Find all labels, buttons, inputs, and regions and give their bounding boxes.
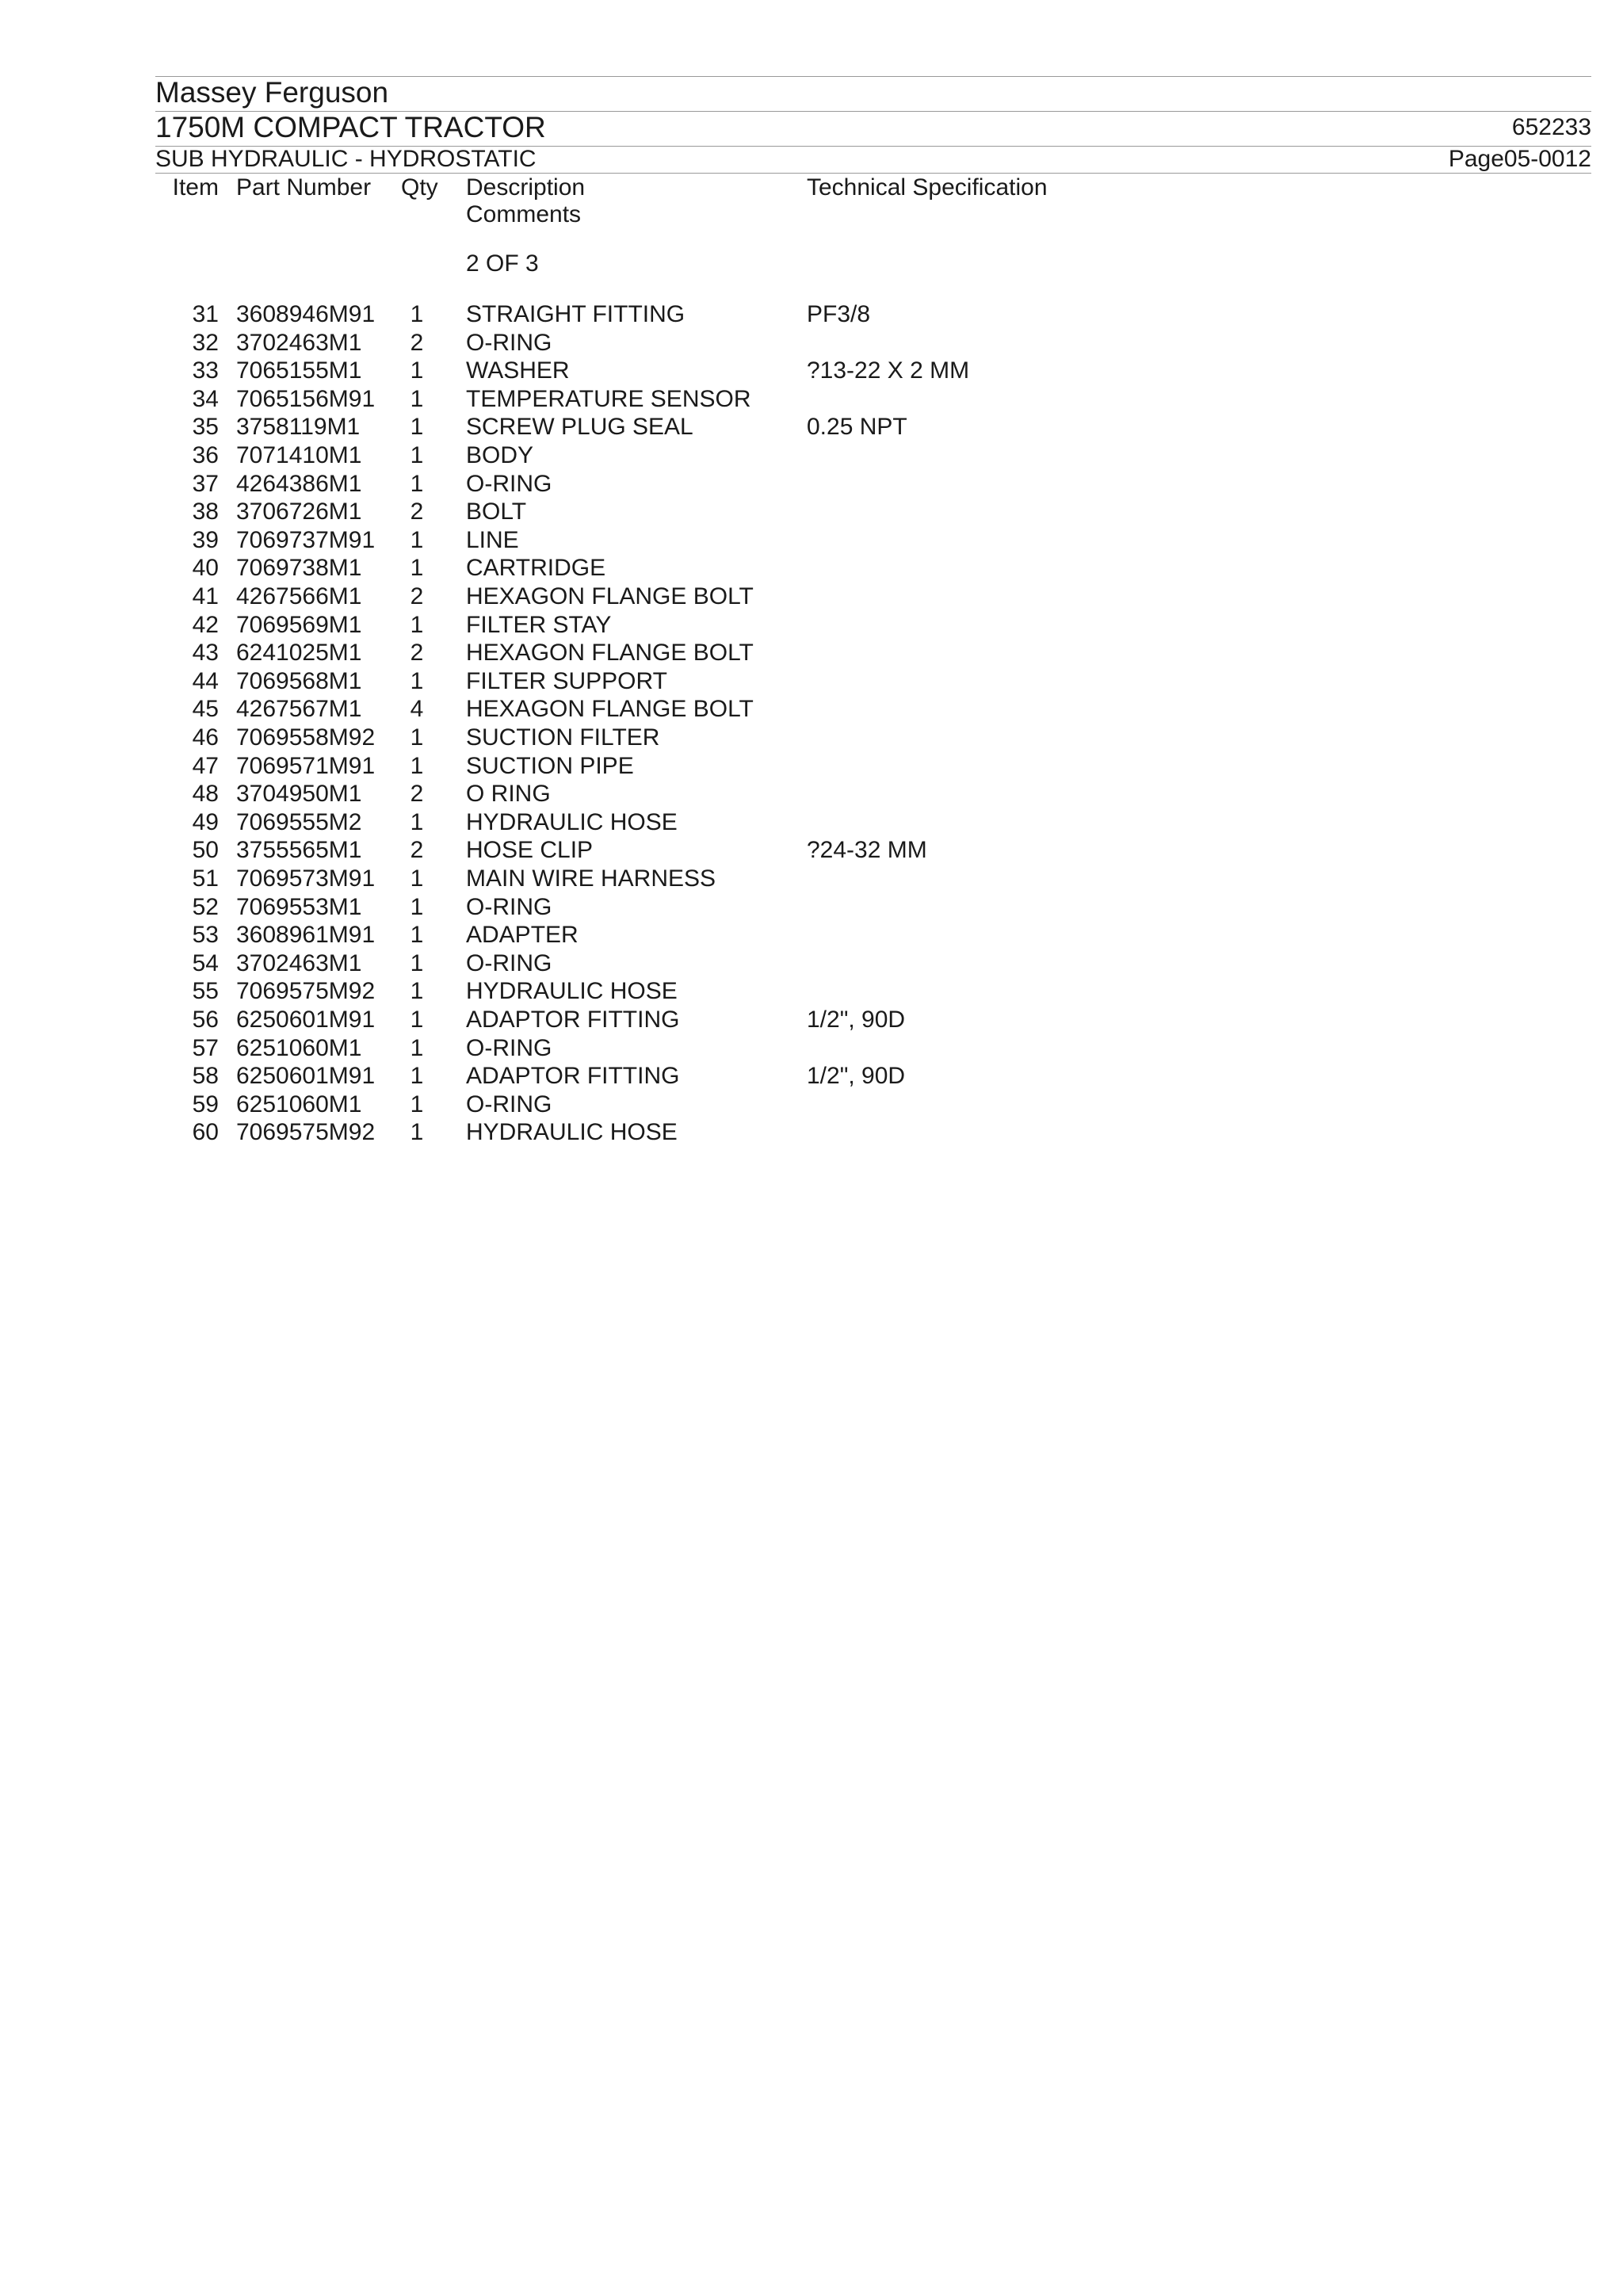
row-qty: 1 [410, 442, 424, 468]
col-header-description: Description [466, 174, 586, 201]
row-description: ADAPTOR FITTING [466, 1063, 680, 1090]
row-qty: 2 [410, 499, 424, 525]
row-tech-spec: 1/2", 90D [807, 1007, 906, 1033]
row-qty: 4 [410, 696, 424, 723]
row-item: 39 [192, 526, 219, 553]
row-description: HYDRAULIC HOSE [466, 978, 678, 1005]
row-qty: 1 [410, 414, 424, 441]
row-description: HEXAGON FLANGE BOLT [466, 583, 754, 609]
row-description: ADAPTER [466, 922, 579, 949]
col-header-tech-spec: Technical Specification [807, 174, 1048, 201]
row-description: O RING [466, 781, 551, 808]
table-row [0, 499, 1623, 527]
row-item: 49 [192, 808, 219, 835]
row-item: 31 [192, 301, 219, 327]
table-row [0, 1007, 1623, 1035]
row-qty: 2 [410, 640, 424, 667]
col-header-qty: Qty [401, 174, 438, 201]
row-qty: 1 [410, 978, 424, 1005]
row-description: BOLT [466, 499, 527, 525]
row-tech-spec: ?13-22 X 2 MM [807, 357, 970, 384]
row-part-number: 7069575M92 [236, 1119, 376, 1146]
row-item: 51 [192, 865, 219, 892]
table-row [0, 357, 1623, 386]
row-part-number: 7069568M1 [236, 667, 362, 694]
row-qty: 1 [410, 470, 424, 497]
row-item: 32 [192, 329, 219, 356]
row-description: O-RING [466, 1091, 552, 1117]
row-description: SCREW PLUG SEAL [466, 414, 693, 441]
table-row [0, 837, 1623, 865]
table-row [0, 978, 1623, 1007]
row-item: 55 [192, 978, 219, 1005]
col-header-comments: Comments [466, 201, 582, 227]
row-description: FILTER SUPPORT [466, 667, 667, 694]
col-header-item: Item [172, 174, 219, 201]
row-description: O-RING [466, 893, 552, 920]
row-tech-spec: 1/2", 90D [807, 1063, 906, 1090]
row-qty: 1 [410, 808, 424, 835]
model-name: 1750M COMPACT TRACTOR [155, 111, 546, 143]
row-part-number: 4264386M1 [236, 470, 362, 497]
row-item: 60 [192, 1119, 219, 1146]
row-description: HYDRAULIC HOSE [466, 1119, 678, 1146]
row-item: 37 [192, 470, 219, 497]
table-row [0, 894, 1623, 923]
table-row [0, 781, 1623, 809]
row-qty: 1 [410, 949, 424, 976]
row-qty: 2 [410, 583, 424, 609]
table-row [0, 330, 1623, 358]
row-qty: 1 [410, 611, 424, 638]
row-part-number: 3608946M91 [236, 301, 376, 327]
section-name: SUB HYDRAULIC - HYDROSTATIC [155, 146, 537, 172]
row-part-number: 3608961M91 [236, 922, 376, 949]
row-item: 33 [192, 357, 219, 384]
row-description: HEXAGON FLANGE BOLT [466, 640, 754, 667]
row-qty: 1 [410, 555, 424, 582]
brand-name: Massey Ferguson [155, 76, 389, 109]
row-item: 43 [192, 640, 219, 667]
row-part-number: 3702463M1 [236, 949, 362, 976]
row-item: 57 [192, 1034, 219, 1061]
row-part-number: 7071410M1 [236, 442, 362, 468]
row-item: 54 [192, 949, 219, 976]
row-item: 38 [192, 499, 219, 525]
table-row [0, 301, 1623, 330]
row-qty: 1 [410, 1007, 424, 1033]
row-description: O-RING [466, 949, 552, 976]
row-part-number: 7069575M92 [236, 978, 376, 1005]
table-row [0, 724, 1623, 753]
row-description: O-RING [466, 1034, 552, 1061]
row-item: 36 [192, 442, 219, 468]
row-item: 48 [192, 781, 219, 808]
row-part-number: 7069737M91 [236, 526, 376, 553]
row-part-number: 7065156M91 [236, 385, 376, 412]
row-description: MAIN WIRE HARNESS [466, 865, 716, 892]
row-qty: 1 [410, 752, 424, 779]
doc-number: 652233 [1511, 114, 1591, 140]
row-description: O-RING [466, 470, 552, 497]
row-qty: 1 [410, 1034, 424, 1061]
row-item: 46 [192, 724, 219, 751]
page-number: Page05-0012 [1448, 146, 1591, 172]
row-qty: 2 [410, 837, 424, 864]
table-row [0, 471, 1623, 499]
row-part-number: 3702463M1 [236, 329, 362, 356]
row-qty: 1 [410, 865, 424, 892]
table-row [0, 527, 1623, 556]
row-item: 45 [192, 696, 219, 723]
row-part-number: 7069573M91 [236, 865, 376, 892]
row-description: BODY [466, 442, 534, 468]
row-part-number: 3755565M1 [236, 837, 362, 864]
table-row [0, 442, 1623, 471]
table-row [0, 583, 1623, 612]
row-part-number: 7065155M1 [236, 357, 362, 384]
row-item: 42 [192, 611, 219, 638]
table-row [0, 668, 1623, 697]
row-qty: 2 [410, 781, 424, 808]
row-item: 52 [192, 893, 219, 920]
table-row [0, 1035, 1623, 1064]
row-description: SUCTION FILTER [466, 724, 660, 751]
row-qty: 1 [410, 922, 424, 949]
row-item: 44 [192, 667, 219, 694]
row-part-number: 7069555M2 [236, 808, 362, 835]
col-header-part-number: Part Number [236, 174, 372, 201]
row-item: 35 [192, 414, 219, 441]
row-qty: 1 [410, 724, 424, 751]
table-row [0, 696, 1623, 724]
section-rule [155, 173, 1591, 174]
row-description: WASHER [466, 357, 570, 384]
row-item: 53 [192, 922, 219, 949]
row-description: STRAIGHT FITTING [466, 301, 685, 327]
row-tech-spec: ?24-32 MM [807, 837, 927, 864]
row-part-number: 6251060M1 [236, 1091, 362, 1117]
row-description: CARTRIDGE [466, 555, 606, 582]
row-item: 58 [192, 1063, 219, 1090]
row-part-number: 6241025M1 [236, 640, 362, 667]
row-part-number: 7069569M1 [236, 611, 362, 638]
row-tech-spec: 0.25 NPT [807, 414, 907, 441]
row-item: 56 [192, 1007, 219, 1033]
table-row [0, 386, 1623, 415]
row-item: 47 [192, 752, 219, 779]
page-set-note: 2 OF 3 [466, 250, 539, 277]
row-tech-spec: PF3/8 [807, 301, 871, 327]
row-part-number: 7069558M92 [236, 724, 376, 751]
row-part-number: 3758119M1 [236, 414, 361, 441]
table-row [0, 950, 1623, 979]
row-part-number: 4267567M1 [236, 696, 362, 723]
row-part-number: 3706726M1 [236, 499, 362, 525]
row-qty: 1 [410, 301, 424, 327]
row-qty: 1 [410, 1091, 424, 1117]
table-row [0, 1091, 1623, 1120]
table-row [0, 922, 1623, 950]
table-row [0, 414, 1623, 442]
row-part-number: 3704950M1 [236, 781, 362, 808]
row-part-number: 6250601M91 [236, 1007, 376, 1033]
row-description: HOSE CLIP [466, 837, 594, 864]
table-row [0, 612, 1623, 640]
row-part-number: 6250601M91 [236, 1063, 376, 1090]
row-qty: 1 [410, 667, 424, 694]
row-description: FILTER STAY [466, 611, 612, 638]
table-row [0, 640, 1623, 668]
row-item: 59 [192, 1091, 219, 1117]
table-row [0, 1063, 1623, 1091]
row-description: HYDRAULIC HOSE [466, 808, 678, 835]
row-qty: 1 [410, 357, 424, 384]
row-part-number: 7069553M1 [236, 893, 362, 920]
row-item: 50 [192, 837, 219, 864]
row-qty: 1 [410, 526, 424, 553]
row-part-number: 7069738M1 [236, 555, 362, 582]
row-part-number: 7069571M91 [236, 752, 376, 779]
table-row [0, 809, 1623, 838]
row-part-number: 4267566M1 [236, 583, 362, 609]
row-item: 40 [192, 555, 219, 582]
row-description: ADAPTOR FITTING [466, 1007, 680, 1033]
table-row [0, 1119, 1623, 1148]
row-qty: 1 [410, 1063, 424, 1090]
row-qty: 2 [410, 329, 424, 356]
row-qty: 1 [410, 893, 424, 920]
row-description: SUCTION PIPE [466, 752, 634, 779]
row-qty: 1 [410, 385, 424, 412]
row-description: TEMPERATURE SENSOR [466, 385, 751, 412]
table-row [0, 865, 1623, 894]
table-row [0, 555, 1623, 583]
row-description: LINE [466, 526, 519, 553]
table-row [0, 753, 1623, 781]
row-part-number: 6251060M1 [236, 1034, 362, 1061]
row-item: 41 [192, 583, 219, 609]
row-description: HEXAGON FLANGE BOLT [466, 696, 754, 723]
row-qty: 1 [410, 1119, 424, 1146]
row-description: O-RING [466, 329, 552, 356]
row-item: 34 [192, 385, 219, 412]
